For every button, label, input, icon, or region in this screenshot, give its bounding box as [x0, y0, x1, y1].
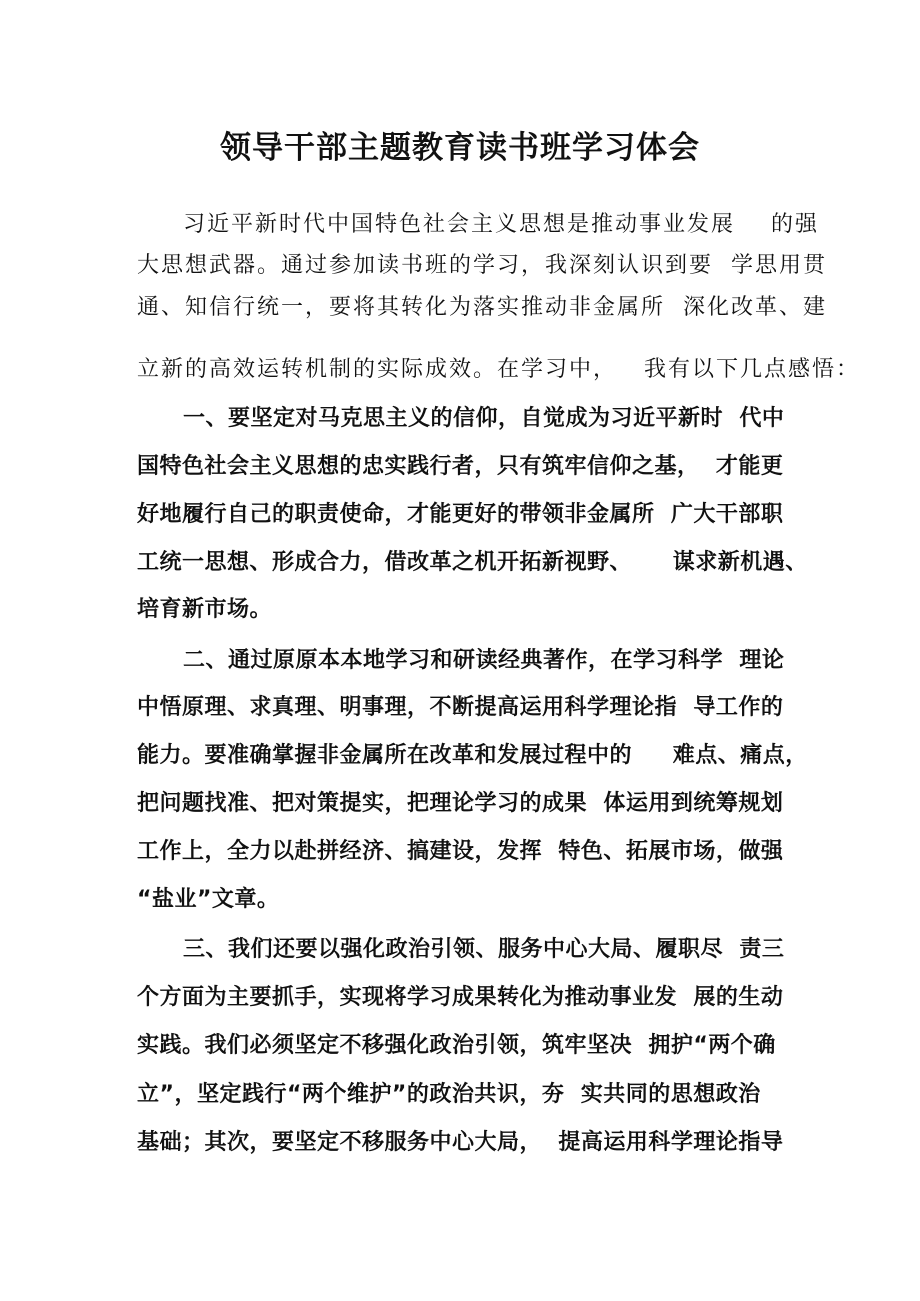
paragraph-3-line-6: “盐业”文章。: [137, 887, 280, 912]
paragraph-1-line-3: 通、知信行统一，要将其转化为落实推动非金属所 深化改革、建: [137, 295, 827, 320]
paragraph-4-line-1: 三、我们还要以强化政治引领、服务中心大局、履职尽 责三: [183, 937, 785, 962]
paragraph-2-line-4: 工统一思想、形成合力，借改革之机开拓新视野、 谋求新机遇、: [137, 550, 808, 575]
paragraph-2-line-1: 一、要坚定对马克思主义的信仰，自觉成为习近平新时 代中: [183, 406, 785, 431]
paragraph-1-line-2: 大思想武器。通过参加读书班的学习，我深刻认识到要 学思用贯: [137, 253, 827, 278]
document-title: 领导干部主题教育读书班学习体会: [220, 130, 700, 166]
paragraph-3-line-3: 能力。要准确掌握非金属所在改革和发展过程中的 难点、痛点，: [137, 743, 808, 768]
paragraph-3-line-5: 工作上，全力以赴拼经济、搞建设，发挥 特色、拓展市场，做强: [137, 839, 784, 864]
paragraph-4-line-4: 立”，坚定践行“两个维护”的政治共识，夯 实共同的思想政治: [137, 1082, 761, 1107]
paragraph-2-line-2: 国特色社会主义思想的忠实践行者，只有筑牢信仰之基， 才能更: [137, 454, 784, 479]
paragraph-2-line-3: 好地履行自己的职责使命，才能更好的带领非金属所 广大干部职: [137, 502, 784, 527]
paragraph-4-line-3: 实践。我们必须坚定不移强化政治引领，筑牢坚决 拥护“两个确: [137, 1033, 776, 1058]
paragraph-3-line-2: 中悟原理、求真理、明事理，不断提高运用科学理论指 导工作的: [137, 695, 784, 720]
paragraph-3-line-4: 把问题找准、把对策提实，把理论学习的成果 体运用到统筹规划: [137, 791, 784, 816]
paragraph-3-line-1: 二、通过原原本本地学习和研读经典著作，在学习科学 理论: [183, 648, 785, 673]
paragraph-4-line-2: 个方面为主要抓手，实现将学习成果转化为推动事业发 展的生动: [137, 985, 784, 1010]
paragraph-4-line-5: 基础；其次，要坚定不移服务中心大局， 提高运用科学理论指导: [137, 1130, 784, 1155]
paragraph-1-line-4: 立新的高效运转机制的实际成效。在学习中， 我有以下几点感悟：: [137, 357, 860, 382]
paragraph-1-line-1: 习近平新时代中国特色社会主义思想是推动事业发展 的强: [183, 212, 819, 237]
paragraph-2-line-5: 培育新市场。: [137, 597, 273, 622]
